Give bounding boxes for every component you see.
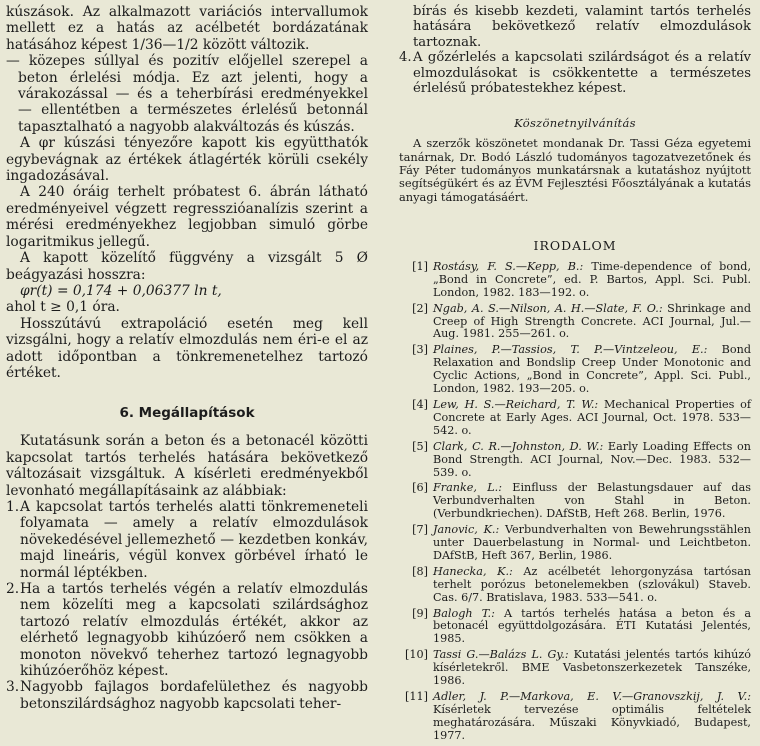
paragraph: A 240 óráig terhelt próbatest 6. ábrán látható eredményeivel végzett regresszióanalízis szerint a mérési eredményekhez legjobban simuló görbe logaritmikus jellegű. — [6, 184, 368, 250]
reference-authors: Plaines, P.—Tassios, T. P.—Vintzeleou, E.: — [433, 343, 708, 357]
list-number: 2. — [6, 581, 20, 597]
reference-number: [10] — [405, 648, 428, 662]
reference-details: Shrinkage and Creep of High Strength Concrete. ACI Journal, Jul.—Aug. 1981. 255—261. o. — [433, 301, 751, 341]
reference-item — [399, 261, 751, 300]
reference-details: Kutatási jelentés tartós kihúzó kísérletekről. BME Vasbetonszerkezetek Tanszéke, 1986. — [433, 648, 751, 688]
list-number: 4. — [399, 50, 412, 66]
paragraph: Hosszútávú extrapoláció esetén meg kell vizsgálni, hogy a relatív elmozdulás nem éri-e el az adott időpontban a tönkremenetelhez tartozó értéket. — [6, 315, 368, 381]
list-text: A gőzérlelés a kapcsolati szilárdságot és a relatív elmozdulásokat is csökkentette a természetes érlelésű próbatestekhez képest. — [413, 50, 751, 97]
reference-item — [399, 441, 751, 480]
reference-item — [399, 691, 751, 743]
list-number: 3. — [6, 679, 20, 696]
reference-authors: Ngab, A. S.—Nilson, A. H.—Slate, F. O.: — [433, 301, 663, 315]
acknowledgement-title: Köszönetnyilvánítás — [514, 116, 636, 131]
reference-number: [9] — [412, 606, 428, 620]
reference-item — [399, 482, 751, 521]
paragraph: ahol t ≥ 0,1 óra. — [6, 299, 120, 316]
reference-number: [2] — [412, 301, 428, 315]
reference-number: [8] — [412, 564, 428, 578]
reference-number: [6] — [412, 481, 428, 495]
reference-details: Time-dependence of bond, „Bond in Concrete”, ed. P. Bartos, Appl. Sci. Publ. London, 1982. 183—192. o. — [433, 259, 751, 299]
reference-list — [399, 261, 751, 743]
reference-item — [399, 524, 751, 563]
right-column — [399, 4, 751, 746]
paragraph: kúszások. Az alkalmazott variációs intervallumok mellett ez a hatás az acélbetét bordázatának hatásához képest 1/36—1/2 között változik. — [6, 4, 368, 53]
list-text: bírás és kisebb kezdeti, valamint tartós terhelés hatására bekövetkező relatív elmozdulások tartoznak. — [413, 4, 751, 50]
list-number: 1. — [6, 498, 20, 515]
reference-details: Bond Relaxation and Bondslip Creep Under Monotonic and Cyclic Actions, „Bond in Concrete”, Appl. Sci. Publ., London, 1982. 193—205. o. — [433, 343, 752, 396]
list-text: A kapcsolat tartós terhelés alatti tönkremeneteli folyamata — amely a relatív elmozdulások növekedésével jellemezhető — kezdetben konkáv, majd lineáris, végül konvex görbével írható le normál léptékben. — [20, 498, 368, 581]
acknowledgement-text: A szerzők köszönetet mondanak Dr. Tassi Géza egyetemi tanárnak, Dr. Bodó László tudományos tagozatvezetőnek és Fáy Péter tudományos munkatársnak a kutatáshoz nyújtott segítségükért és az ÉVM Fejlesztési Főosztályának a kutatás anyagi támogatásáért. — [399, 136, 751, 204]
formula: φr(t) = 0,174 + 0,06377 ln t, — [20, 282, 222, 299]
section-title: 6. Megállapítások — [119, 405, 255, 422]
reference-authors: Clark, C. R.—Johnston, D. W.: — [433, 439, 604, 453]
reference-item — [399, 399, 751, 438]
reference-authors: Rostásy, F. S.—Kepp, B.: — [433, 259, 584, 273]
reference-authors: Janovic, K.: — [433, 523, 500, 537]
reference-item — [399, 608, 751, 647]
reference-details: Early Loading Effects on Bond Strength. ACI Journal, Nov.—Dec. 1983. 532—539. o. — [433, 439, 751, 479]
reference-details: Az acélbetét lehorgonyzása tartósan terhelt porózus betonelemekben (szlovákul) Staveb. Cas. 6/7. Bratislava, 1983. 533—541. o. — [433, 564, 751, 604]
list-text: Nagyobb fajlagos bordafelülethez és nagyobb betonszilárdsághoz nagyobb kapcsolati teher- — [20, 679, 368, 712]
list-item — [6, 499, 368, 581]
paragraph: — közepes súllyal és pozitív előjellel szerepel a beton érlelési módja. Ez azt jelenti, hogy a várakozással — és a teherbírási eredményekkel — ellentétben a természetes érlelésű betonnál tapasztalható a nagyobb alakváltozás és kúszás. — [6, 53, 368, 135]
left-column — [6, 4, 368, 712]
reference-details: Einfluss der Belastungsdauer auf das Verbundverhalten von Stahl in Beton. (Verbundkriechen). DAfStB, Heft 268. Berlin, 1976. — [433, 481, 751, 521]
list-text: Ha a tartós terhelés végén a relatív elmozdulás nem közelíti meg a kapcsolati szilárdsághoz tartozó relatív elmozdulás értékét, akkor az elérhető legnagyobb kihúzóerő nem csökken a monoton növekvő teherhez tartozó legnagyobb kihúzóerőhöz képest. — [20, 581, 368, 680]
list-item — [399, 50, 751, 96]
list-item — [6, 581, 368, 679]
list-item — [6, 679, 368, 712]
reference-details: A tartós terhelés hatása a beton és a betonacél együttdolgozására. ÉTI Kutatási Jelentés, 1985. — [433, 606, 751, 646]
reference-number: [7] — [412, 523, 428, 537]
paragraph: A φr kúszási tényezőre kapott kis együtthatók egybevágnak az értékek átlagérték körüli csekély ingadozásával. — [6, 135, 368, 185]
reference-authors: Adler, J. P.—Markova, E. V.—Granovszkij, J. V.: — [433, 690, 751, 704]
reference-authors: Lew, H. S.—Reichard, T. W.: — [433, 397, 599, 411]
references-title: IRODALOM — [533, 237, 617, 253]
reference-details: Mechanical Properties of Concrete at Early Ages. ACI Journal, Oct. 1978. 533—542. o. — [433, 397, 751, 437]
reference-authors: Franke, L.: — [433, 481, 502, 495]
reference-number: [4] — [412, 397, 428, 411]
list-item-continuation — [399, 4, 751, 50]
reference-number: [3] — [412, 343, 428, 357]
reference-number: [1] — [412, 259, 428, 273]
reference-item — [399, 303, 751, 342]
reference-details: Kísérletek tervezése optimális feltételek meghatározására. Műszaki Könyvkiadó, Budapest, 1977. — [433, 702, 751, 742]
paragraph: Kutatásunk során a beton és a betonacél közötti kapcsolat tartós terhelés hatására bekövetkező változásait vizsgáltuk. A kísérleti eredményekből levonható megállapításaink az alábbiak: — [6, 433, 368, 499]
reference-item — [399, 344, 751, 396]
reference-authors: Balogh T.: — [433, 606, 495, 620]
reference-number: [5] — [412, 439, 428, 453]
reference-authors: Hanecka, K.: — [433, 564, 513, 578]
paragraph: A kapott közelítő függvény a vizsgált 5 Ø beágyazási hosszra: — [6, 250, 368, 283]
reference-number: [11] — [405, 690, 428, 704]
reference-authors: Tassi G.—Balázs L. Gy.: — [433, 648, 569, 662]
reference-details: Verbundverhalten von Bewehrungsstählen unter Dauerbelastung in Normal- und Leichtbeton. DAfStB, Heft 367, Berlin, 1986. — [433, 523, 751, 562]
reference-item — [399, 649, 751, 688]
reference-item — [399, 566, 751, 605]
